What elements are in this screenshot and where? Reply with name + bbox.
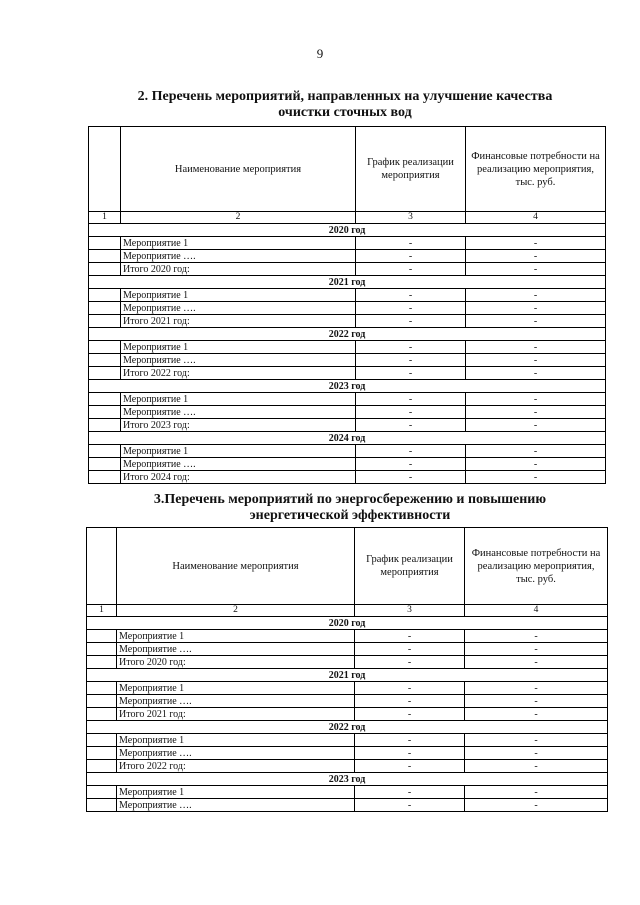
page-number: 9 <box>316 46 324 61</box>
header-cell: Финансовые потребности на реализацию мероприятия, тыс. руб. <box>466 127 606 212</box>
table-row <box>89 315 606 328</box>
row-number-cell <box>89 341 121 354</box>
row-number-cell <box>89 315 121 328</box>
schedule-cell: - <box>356 237 466 250</box>
event-name-cell: Мероприятие …. <box>121 302 356 315</box>
table-row <box>87 682 608 695</box>
row-number-cell <box>89 263 121 276</box>
event-name-cell: Мероприятие 1 <box>117 786 355 799</box>
year-row <box>89 432 606 445</box>
event-name-cell: Итого 2020 год: <box>121 263 356 276</box>
schedule-cell: - <box>356 471 466 484</box>
year-label: 2022 год <box>89 328 606 341</box>
table-row <box>87 799 608 812</box>
schedule-cell: - <box>355 799 465 812</box>
event-name-cell: Мероприятие 1 <box>117 734 355 747</box>
financing-cell: - <box>465 734 608 747</box>
financing-cell: - <box>466 341 606 354</box>
event-name-cell: Мероприятие 1 <box>117 630 355 643</box>
schedule-cell: - <box>355 682 465 695</box>
section2-title-line1: 2. Перечень мероприятий, направленных на улучшение качества <box>137 89 553 104</box>
schedule-cell: - <box>356 250 466 263</box>
financing-cell: - <box>465 695 608 708</box>
schedule-cell: - <box>356 354 466 367</box>
table-row <box>89 458 606 471</box>
schedule-cell: - <box>355 656 465 669</box>
event-name-cell: Мероприятие 1 <box>121 289 356 302</box>
financing-cell: - <box>466 458 606 471</box>
year-label: 2022 год <box>87 721 608 734</box>
financing-cell: - <box>465 708 608 721</box>
schedule-cell: - <box>356 289 466 302</box>
event-name-cell: Итого 2024 год: <box>121 471 356 484</box>
row-number-cell <box>89 393 121 406</box>
table-row <box>89 367 606 380</box>
year-row <box>87 669 608 682</box>
table-row <box>89 393 606 406</box>
financing-cell: - <box>466 237 606 250</box>
schedule-cell: - <box>356 445 466 458</box>
schedule-cell: - <box>355 747 465 760</box>
table-row <box>89 289 606 302</box>
schedule-cell: - <box>355 695 465 708</box>
table-row <box>89 302 606 315</box>
section3-title <box>95 492 605 524</box>
row-number-cell <box>87 682 117 695</box>
table-row <box>89 419 606 432</box>
financing-cell: - <box>465 630 608 643</box>
event-name-cell: Мероприятие …. <box>117 747 355 760</box>
year-label: 2023 год <box>87 773 608 786</box>
table-row <box>89 354 606 367</box>
financing-cell: - <box>466 250 606 263</box>
header-cell: Финансовые потребности на реализацию мероприятия, тыс. руб. <box>465 528 608 605</box>
table-row <box>89 341 606 354</box>
column-number-row <box>89 212 606 224</box>
table-header-row <box>89 127 606 212</box>
row-number-cell <box>87 708 117 721</box>
schedule-cell: - <box>356 341 466 354</box>
column-number-cell: 2 <box>121 212 356 224</box>
financing-cell: - <box>465 747 608 760</box>
year-row <box>87 773 608 786</box>
year-label: 2021 год <box>89 276 606 289</box>
year-row <box>87 721 608 734</box>
table-row <box>89 445 606 458</box>
header-cell <box>89 127 121 212</box>
year-label: 2024 год <box>89 432 606 445</box>
event-name-cell: Итого 2021 год: <box>117 708 355 721</box>
year-label: 2020 год <box>89 224 606 237</box>
schedule-cell: - <box>355 630 465 643</box>
row-number-cell <box>87 747 117 760</box>
section3-table <box>86 527 608 812</box>
row-number-cell <box>87 799 117 812</box>
event-name-cell: Мероприятие 1 <box>121 341 356 354</box>
year-row <box>87 617 608 630</box>
column-number-cell: 1 <box>89 212 121 224</box>
column-number-cell: 2 <box>117 605 355 617</box>
year-row <box>89 276 606 289</box>
section3-title-line2: энергетической эффективности <box>249 508 451 523</box>
header-cell: Наименование мероприятия <box>121 127 356 212</box>
table-row <box>87 656 608 669</box>
column-number-cell: 3 <box>355 605 465 617</box>
event-name-cell: Итого 2022 год: <box>117 760 355 773</box>
event-name-cell: Мероприятие …. <box>121 250 356 263</box>
event-name-cell: Мероприятие …. <box>117 799 355 812</box>
row-number-cell <box>89 445 121 458</box>
row-number-cell <box>87 656 117 669</box>
row-number-cell <box>89 237 121 250</box>
event-name-cell: Мероприятие …. <box>117 643 355 656</box>
financing-cell: - <box>466 315 606 328</box>
event-name-cell: Мероприятие 1 <box>117 682 355 695</box>
financing-cell: - <box>466 393 606 406</box>
header-cell <box>87 528 117 605</box>
event-name-cell: Мероприятие …. <box>117 695 355 708</box>
schedule-cell: - <box>355 760 465 773</box>
section2-title-line2: очистки сточных вод <box>278 105 412 120</box>
financing-cell: - <box>466 367 606 380</box>
event-name-cell: Мероприятие …. <box>121 354 356 367</box>
table-row <box>87 747 608 760</box>
row-number-cell <box>89 367 121 380</box>
table-row <box>89 237 606 250</box>
row-number-cell <box>89 354 121 367</box>
schedule-cell: - <box>356 315 466 328</box>
column-number-cell: 4 <box>466 212 606 224</box>
schedule-cell: - <box>356 393 466 406</box>
row-number-cell <box>89 289 121 302</box>
table-row <box>87 708 608 721</box>
schedule-cell: - <box>355 708 465 721</box>
column-number-cell: 1 <box>87 605 117 617</box>
event-name-cell: Мероприятие 1 <box>121 445 356 458</box>
table-row <box>89 406 606 419</box>
year-label: 2020 год <box>87 617 608 630</box>
financing-cell: - <box>465 799 608 812</box>
schedule-cell: - <box>356 367 466 380</box>
row-number-cell <box>89 458 121 471</box>
row-number-cell <box>89 302 121 315</box>
financing-cell: - <box>466 302 606 315</box>
financing-cell: - <box>466 263 606 276</box>
schedule-cell: - <box>356 263 466 276</box>
schedule-cell: - <box>356 458 466 471</box>
section3-title-line1: 3.Перечень мероприятий по энергосбережению и повышению <box>153 492 547 507</box>
table-header-row <box>87 528 608 605</box>
table-row <box>87 630 608 643</box>
event-name-cell: Итого 2022 год: <box>121 367 356 380</box>
row-number-cell <box>89 250 121 263</box>
table-row <box>87 786 608 799</box>
column-number-cell: 3 <box>356 212 466 224</box>
column-number-cell: 4 <box>465 605 608 617</box>
year-row <box>89 380 606 393</box>
event-name-cell: Мероприятие …. <box>121 458 356 471</box>
row-number-cell <box>87 630 117 643</box>
table-row <box>87 734 608 747</box>
header-cell: График реализации мероприятия <box>356 127 466 212</box>
financing-cell: - <box>466 354 606 367</box>
table-row <box>89 250 606 263</box>
financing-cell: - <box>465 682 608 695</box>
event-name-cell: Итого 2021 год: <box>121 315 356 328</box>
schedule-cell: - <box>355 786 465 799</box>
row-number-cell <box>87 695 117 708</box>
header-cell: График реализации мероприятия <box>355 528 465 605</box>
section2-title <box>90 89 600 121</box>
row-number-cell <box>89 419 121 432</box>
event-name-cell: Итого 2020 год: <box>117 656 355 669</box>
event-name-cell: Итого 2023 год: <box>121 419 356 432</box>
financing-cell: - <box>465 786 608 799</box>
table-row <box>87 760 608 773</box>
event-name-cell: Мероприятие 1 <box>121 237 356 250</box>
financing-cell: - <box>466 445 606 458</box>
financing-cell: - <box>466 289 606 302</box>
schedule-cell: - <box>356 419 466 432</box>
financing-cell: - <box>466 471 606 484</box>
financing-cell: - <box>466 419 606 432</box>
schedule-cell: - <box>355 643 465 656</box>
schedule-cell: - <box>356 406 466 419</box>
financing-cell: - <box>465 656 608 669</box>
financing-cell: - <box>465 643 608 656</box>
row-number-cell <box>87 786 117 799</box>
financing-cell: - <box>465 760 608 773</box>
table-row <box>87 643 608 656</box>
row-number-cell <box>87 643 117 656</box>
row-number-cell <box>87 760 117 773</box>
schedule-cell: - <box>356 302 466 315</box>
header-cell: Наименование мероприятия <box>117 528 355 605</box>
row-number-cell <box>89 471 121 484</box>
event-name-cell: Мероприятие …. <box>121 406 356 419</box>
year-row <box>89 328 606 341</box>
year-row <box>89 224 606 237</box>
table-row <box>89 263 606 276</box>
schedule-cell: - <box>355 734 465 747</box>
column-number-row <box>87 605 608 617</box>
table-row <box>89 471 606 484</box>
event-name-cell: Мероприятие 1 <box>121 393 356 406</box>
row-number-cell <box>87 734 117 747</box>
year-label: 2021 год <box>87 669 608 682</box>
row-number-cell <box>89 406 121 419</box>
section2-table <box>88 126 606 484</box>
year-label: 2023 год <box>89 380 606 393</box>
table-row <box>87 695 608 708</box>
financing-cell: - <box>466 406 606 419</box>
